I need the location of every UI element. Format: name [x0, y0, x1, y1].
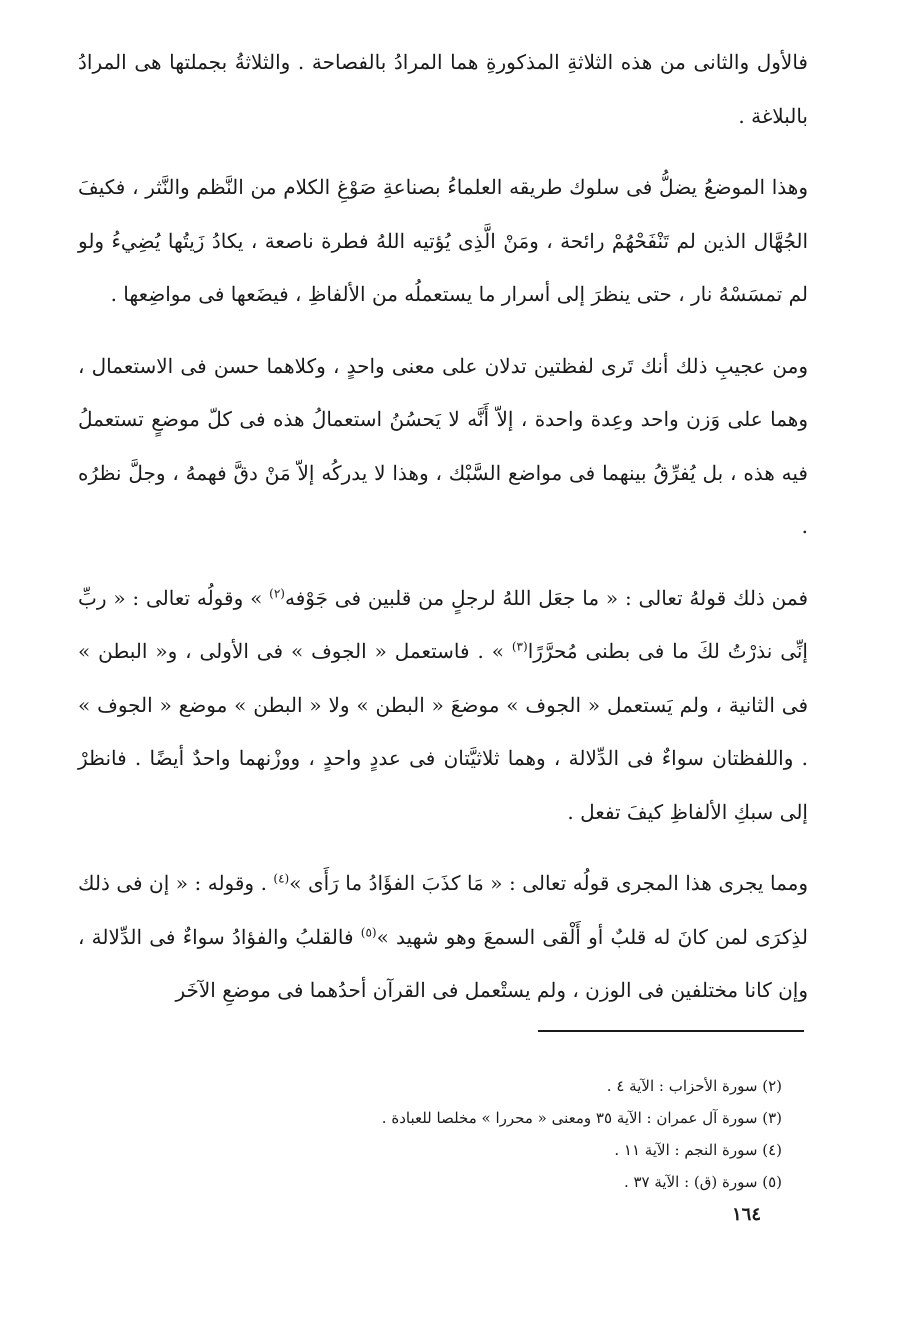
paragraph-1	[78, 36, 808, 143]
paragraph-text: فالأول والثانى من هذه الثلاثةِ المذكورةِ هما المرادُ بالفصاحة . والثلاثةُ بجملتها هى المرادُ بالبلاغة .	[78, 50, 808, 128]
paragraph-text: ومن عجيبِ ذلك أنك تَرى لفظتين تدلان على معنى واحدٍ ، وكلاهما حسن فى الاستعمال ، وهما على وَزن واحد وعِدة واحدة ، إلاّ أَنَّه لا يَحسُنُ استعمالُ هذه فى كلّ موضعٍ تستعملُ فيه هذه ، بل يُفرِّقُ بينهما فى مواضع السَّبْك ، وهذا لا يدركُه إلاّ مَنْ دقَّ فهمهُ ، وجلَّ نظرُه .	[78, 353, 808, 538]
footnote-marker: (٢)	[269, 585, 285, 600]
footnote-5: (٥) سورة (ق) : الآية ٣٧ .	[623, 1173, 782, 1191]
page-number: ١٦٤	[732, 1204, 762, 1225]
footnote-3: (٣) سورة آل عمران : الآية ٣٥ ومعنى « محررا » مخلصا للعبادة .	[381, 1109, 782, 1127]
paragraph-text: » وقولُه تعالى : « ربِّ إنِّى نذرْتُ لكَ ما فى بطنى مُحرَّرًا	[78, 585, 808, 663]
paragraph-text: ومما يجرى هذا المجرى قولُه تعالى : « مَا كذَبَ الفؤَادُ ما رَأَى »	[289, 871, 808, 895]
footnote-marker: (٣)	[511, 639, 528, 654]
paragraph-text: . وقوله : « إن فى ذلك لذِكرَى لمن كانَ له قلبٌ أو أَلْقى السمعَ وهو شهيد »	[78, 871, 808, 949]
paragraph-text: وهذا الموضعُ يضلُّ فى سلوك طريقه العلماءُ بصناعةِ صَوْغِ الكلام من النَّظم والنَّثر ، فكيفَ الجُهَّال الذين لم تَنْفَحْهُمْ رائحة ، ومَنْ الَّذِى يُؤتيه اللهُ فطرة ناصعة ، يكادُ زَيتُها يُضِيءُ ولو لم تمسَسْهُ نار ، حتى ينظرَ إلى أسرار ما يستعملُه من الألفاظِ ، فيضَعها فى مواضِعها .	[78, 175, 808, 306]
footnote-divider	[538, 1030, 804, 1032]
footnote-marker: (٥)	[360, 924, 377, 939]
paragraph-4	[78, 572, 808, 840]
paragraph-text: » . فاستعمل « الجوف » فى الأولى ، و« البطن » فى الثانية ، ولم يَستعمل « الجوف » موضعَ « البطن » ولا « البطن » موضع « الجوف » . واللفظتان سواءٌ فى الدِّلالة ، وهما ثلاثيَّتان فى عددٍ واحدٍ ، ووزْنهما واحدٌ أيضًا . فانظرْ إلى سبكِ الألفاظِ كيفَ تفعل .	[78, 639, 808, 824]
footnote-4: (٤) سورة النجم : الآية ١١ .	[614, 1141, 782, 1159]
main-text	[78, 36, 808, 1036]
paragraph-5	[78, 857, 808, 1018]
footnotes	[200, 1070, 782, 1198]
paragraph-text: فالقلبُ والفؤادُ سواءٌ فى الدِّلالة ، وإن كانا مختلفين فى الوزن ، ولم يستْعمل فى القرآن أحدُهما فى موضعِ الآخَر	[78, 924, 808, 1002]
paragraph-2	[78, 161, 808, 322]
paragraph-text: فمن ذلك قولهُ تعالى : « ما جعَل اللهُ لرجلٍ من قلبين فى جَوْفه	[284, 585, 809, 610]
paragraph-3	[78, 340, 808, 554]
footnote-marker: (٤)	[273, 871, 290, 886]
footnote-2: (٢) سورة الأحزاب : الآية ٤ .	[606, 1077, 782, 1095]
